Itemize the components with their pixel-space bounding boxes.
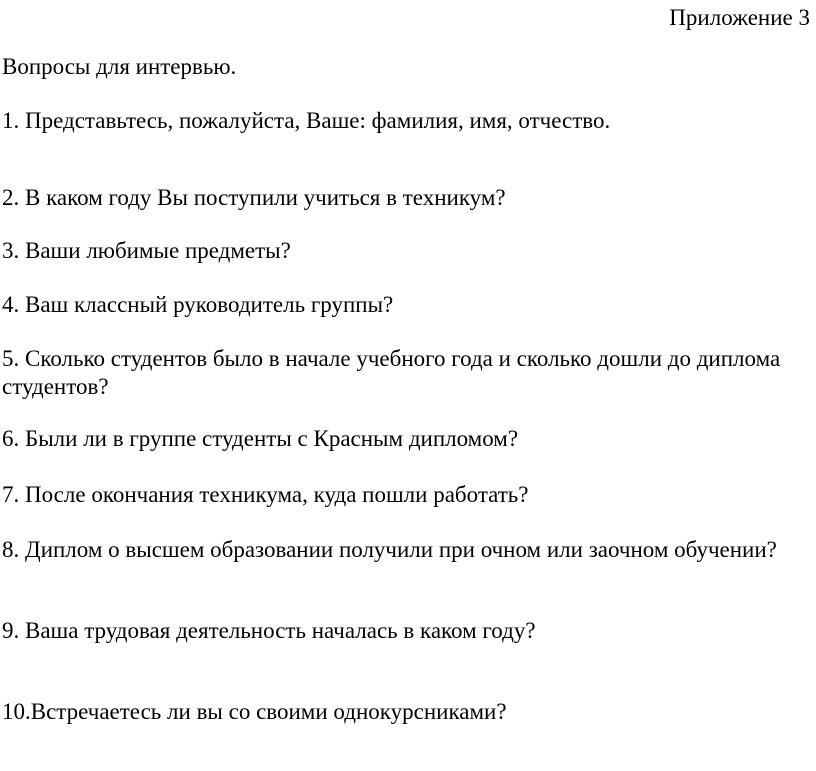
question-1: 1. Представьтесь, пожалуйста, Ваше: фамилия, имя, отчество. bbox=[2, 108, 611, 133]
document-title: Вопросы для интервью. bbox=[2, 54, 237, 79]
question-8: 8. Диплом о высшем образовании получили при очном или заочном обучении? bbox=[2, 537, 777, 562]
question-5: 5. Сколько студентов было в начале учебного года и сколько дошли до диплома студентов? bbox=[2, 346, 781, 399]
question-10: 10.Встречаетесь ли вы со своими однокурсниками? bbox=[2, 699, 507, 724]
question-3: 3. Ваши любимые предметы? bbox=[2, 238, 291, 263]
question-7: 7. После окончания техникума, куда пошли работать? bbox=[2, 482, 529, 507]
question-2: 2. В каком году Вы поступили учиться в техникум? bbox=[2, 185, 506, 210]
appendix-label: Приложение 3 bbox=[669, 5, 810, 30]
question-4: 4. Ваш классный руководитель группы? bbox=[2, 292, 394, 317]
question-6: 6. Были ли в группе студенты с Красным дипломом? bbox=[2, 426, 519, 451]
question-9: 9. Ваша трудовая деятельность началась в каком году? bbox=[2, 618, 536, 643]
